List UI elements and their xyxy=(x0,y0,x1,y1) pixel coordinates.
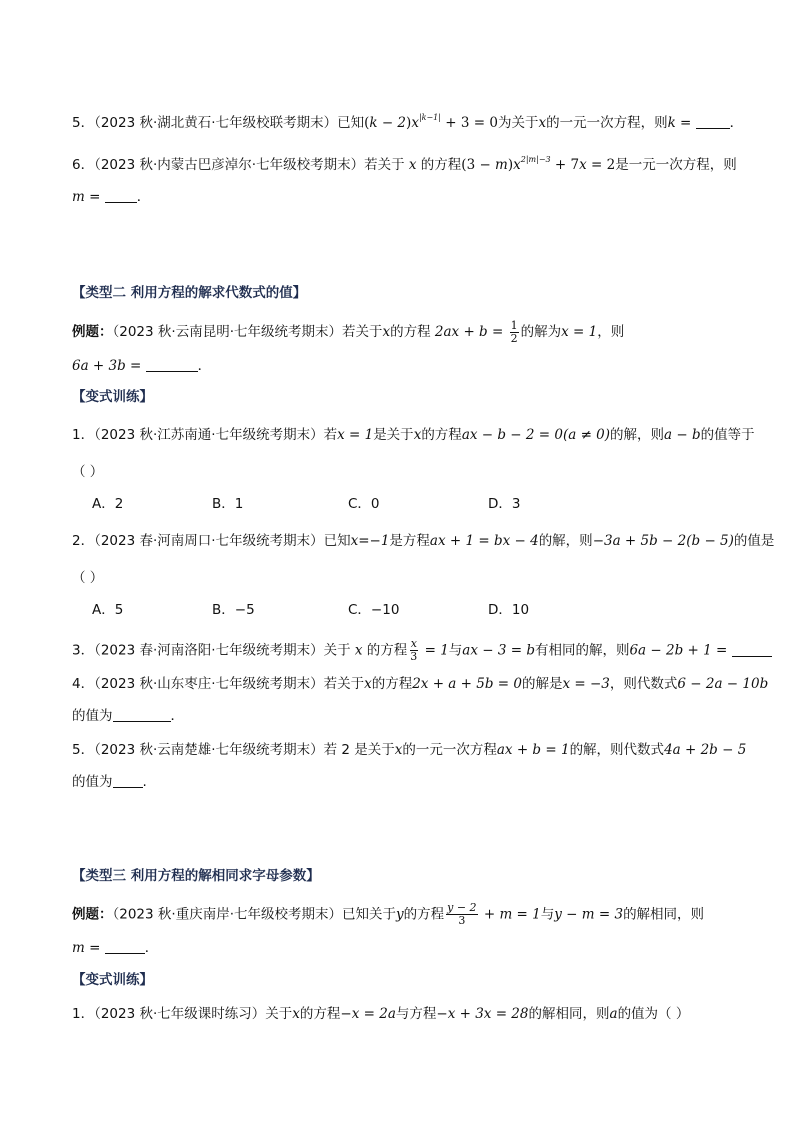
example-type3-cont: m = ． xyxy=(72,940,159,956)
practice-label-type2: 【变式训练】 xyxy=(72,389,153,405)
question-5-type2: 5．（2023 秋·云南楚雄·七年级统考期末）若 2 是关于x的一元一次方程ax + b = 1的解，则代数式4a + 2b − 5 xyxy=(72,742,747,758)
option-c[interactable]: C．−10 xyxy=(348,602,400,618)
answer-blank[interactable] xyxy=(105,188,137,203)
question-3-type2: 3．（2023 春·河南洛阳·七年级统考期末）关于 x 的方程 $\frac{x}{3}$ = 1与ax − 3 = b有相同的解，则6a − 2b + 1 = xyxy=(72,638,734,663)
option-d[interactable]: D．10 xyxy=(488,602,530,618)
option-b[interactable]: B．1 xyxy=(212,496,244,512)
answer-blank[interactable] xyxy=(113,773,143,788)
section-heading-type2: 【类型二 利用方程的解求代数式的值】 xyxy=(72,285,307,301)
option-a[interactable]: A．2 xyxy=(92,496,124,512)
answer-blank[interactable] xyxy=(732,642,772,657)
question-2-type2: 2．（2023 春·河南周口·七年级统考期末）已知x=−1是方程ax + 1 = bx − 4的解，则−3a + 5b − 2(b − 5)的值是 xyxy=(72,533,775,549)
question-4-type2-cont: 的值为 ． xyxy=(72,708,184,724)
question-number: 5． xyxy=(72,115,95,131)
answer-blank[interactable] xyxy=(105,939,145,954)
question-5-type2-cont: 的值为 . xyxy=(72,774,147,790)
equation: 2ax + b = $\frac{1}{2}$ xyxy=(434,319,518,345)
question-1-type2: 1．（2023 秋·江苏南通·七年级统考期末）若x = 1是关于x的方程ax − b − 2 = 0(a ≠ 0)的解，则a − b的值等于 xyxy=(72,427,755,443)
question-2-type2-paren: （ ） xyxy=(72,570,104,586)
answer-blank[interactable] xyxy=(113,707,171,722)
example-type3: 例题：（2023 秋·重庆南岸·七年级校考期末）已知关于y的方程 $\frac{y - 2}{3}$ + m = 1与y − m = 3的解相同，则 xyxy=(72,901,705,927)
option-c[interactable]: C．0 xyxy=(348,496,380,512)
answer-blank[interactable] xyxy=(696,114,730,129)
equation: $(k - 2)x^{|k-1|} + 3 = 0$ xyxy=(364,113,498,131)
question-5-type1: 5．（2023 秋·湖北黄石·七年级校联考期末）已知$(k - 2)x^{|k-1|} + 3 = 0$为关于x的一元一次方程，则k = ． xyxy=(72,113,744,131)
example-type2: 例题：（2023 秋·云南昆明·七年级统考期末）若关于x的方程 2ax + b = $\frac{1}{2}$ 的解为x = 1，则 xyxy=(72,319,625,345)
answer-blank[interactable] xyxy=(146,357,198,372)
question-source: （2023 秋·内蒙古巴彦淖尔·七年级校考期末）若关于 xyxy=(94,157,405,173)
practice-label-type3: 【变式训练】 xyxy=(72,972,153,988)
equation: $(3 - m)x^{2|m|-3} + 7x = 2$ xyxy=(461,155,616,173)
option-d[interactable]: D．3 xyxy=(488,496,521,512)
option-a[interactable]: A．5 xyxy=(92,602,124,618)
question-6-type1: 6．（2023 秋·内蒙古巴彦淖尔·七年级校考期末）若关于 x 的方程$(3 - m)x^{2|m|-3} + 7x = 2$是一元一次方程，则 xyxy=(72,155,737,173)
section-heading-type3: 【类型三 利用方程的解相同求字母参数】 xyxy=(72,868,320,884)
question-1-type2-paren: （ ） xyxy=(72,464,104,480)
question-number: 6． xyxy=(72,157,95,173)
example-label: 例题： xyxy=(72,324,113,340)
option-b[interactable]: B．−5 xyxy=(212,602,255,618)
question-1-type3: 1．（2023 秋·七年级课时练习）关于x的方程−x = 2a与方程−x + 3x = 28的解相同，则a的值为（ ） xyxy=(72,1006,690,1022)
example-type2-cont: 6a + 3b = ． xyxy=(72,358,212,374)
question-6-type1-cont: m = ． xyxy=(72,189,151,205)
question-4-type2: 4．（2023 秋·山东枣庄·七年级统考期末）若关于x的方程2x + a + 5b = 0的解是x = −3，则代数式6 − 2a − 10b xyxy=(72,676,769,692)
question-source: （2023 秋·湖北黄石·七年级校联考期末）已知 xyxy=(94,115,365,131)
